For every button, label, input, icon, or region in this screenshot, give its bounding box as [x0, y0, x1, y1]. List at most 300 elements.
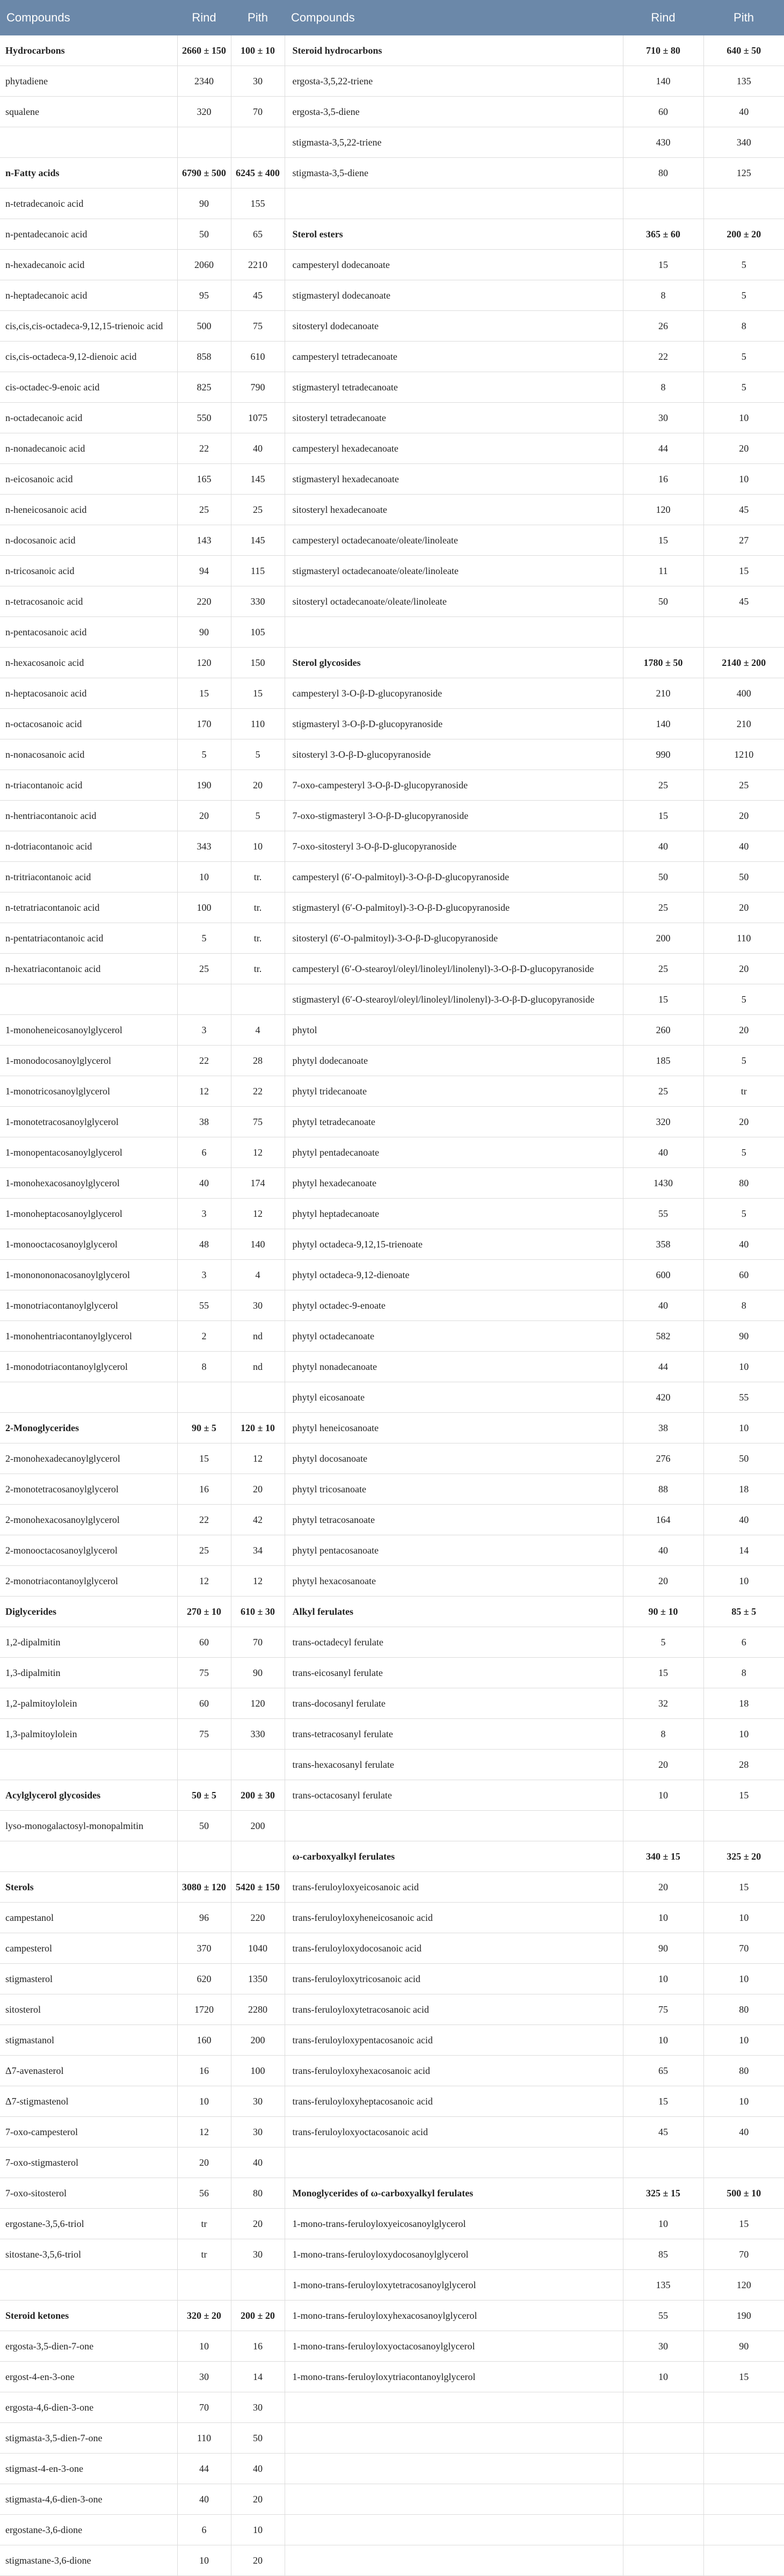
cell-rind-left: 370	[177, 1933, 231, 1964]
cell-rind-left: 30	[177, 2362, 231, 2392]
table-row	[0, 280, 784, 311]
cell-rind-right: 15	[623, 801, 703, 831]
cell-rind-right: 140	[623, 66, 703, 97]
cell-pith-left: 20	[231, 770, 285, 801]
table-row	[0, 464, 784, 495]
table-row	[0, 342, 784, 372]
cell-pith-right: 90	[703, 1321, 784, 1352]
cell-compound-right	[285, 617, 623, 648]
cell-compound-right: 7-oxo-campesteryl 3-O-β-D-glucopyranoside	[285, 770, 623, 801]
cell-pith-left: 12	[231, 1443, 285, 1474]
cell-compound-left: campesterol	[0, 1933, 177, 1964]
cell-pith-right: 45	[703, 495, 784, 525]
cell-compound-right: trans-feruloyloxyoctacosanoic acid	[285, 2117, 623, 2147]
cell-compound-right	[285, 1811, 623, 1841]
cell-pith-right: 640 ± 50	[703, 35, 784, 66]
table-row	[0, 1872, 784, 1903]
cell-pith-left: 30	[231, 1290, 285, 1321]
table-row	[0, 219, 784, 250]
cell-rind-left: 96	[177, 1903, 231, 1933]
cell-rind-right: 20	[623, 1872, 703, 1903]
cell-pith-left: 140	[231, 1229, 285, 1260]
cell-compound-left: 7-oxo-campesterol	[0, 2117, 177, 2147]
cell-rind-right: 22	[623, 342, 703, 372]
cell-pith-left: 12	[231, 1199, 285, 1229]
cell-compound-left: n-octadecanoic acid	[0, 403, 177, 433]
cell-pith-left: tr.	[231, 892, 285, 923]
cell-compound-right: trans-feruloyloxydocosanoic acid	[285, 1933, 623, 1964]
table-row	[0, 2392, 784, 2423]
cell-rind-left: 75	[177, 1719, 231, 1750]
cell-compound-left: n-triacontanoic acid	[0, 770, 177, 801]
cell-compound-right: trans-feruloyloxyeicosanoic acid	[285, 1872, 623, 1903]
cell-pith-right: 10	[703, 2086, 784, 2117]
cell-rind-left: 825	[177, 372, 231, 403]
cell-compound-left: 7-oxo-stigmasterol	[0, 2147, 177, 2178]
table-row	[0, 1811, 784, 1841]
cell-compound-left: Acylglycerol glycosides	[0, 1780, 177, 1811]
cell-rind-left: 12	[177, 1076, 231, 1107]
cell-rind-left: 220	[177, 586, 231, 617]
cell-compound-right: Steroid hydrocarbons	[285, 35, 623, 66]
cell-rind-left	[177, 984, 231, 1015]
cell-compound-left: n-nonacosanoic acid	[0, 739, 177, 770]
cell-compound-right: stigmasteryl octadecanoate/oleate/linoleate	[285, 556, 623, 586]
cell-pith-left: 110	[231, 709, 285, 739]
cell-rind-right: 50	[623, 586, 703, 617]
cell-rind-right: 55	[623, 2301, 703, 2331]
cell-rind-left: 320	[177, 97, 231, 127]
table-row	[0, 1443, 784, 1474]
cell-compound-right: phytol	[285, 1015, 623, 1046]
cell-rind-right: 1780 ± 50	[623, 648, 703, 678]
cell-rind-right: 44	[623, 1352, 703, 1382]
table-row	[0, 2484, 784, 2515]
cell-pith-right	[703, 2515, 784, 2545]
table-row	[0, 1107, 784, 1137]
cell-rind-right: 15	[623, 984, 703, 1015]
cell-rind-right: 10	[623, 2209, 703, 2239]
cell-rind-right	[623, 2515, 703, 2545]
cell-rind-right: 20	[623, 1566, 703, 1597]
cell-compound-left: 1-monopentacosanoylglycerol	[0, 1137, 177, 1168]
cell-rind-left	[177, 2270, 231, 2301]
cell-compound-left: stigmast-4-en-3-one	[0, 2454, 177, 2484]
table-row	[0, 984, 784, 1015]
cell-pith-right: 2140 ± 200	[703, 648, 784, 678]
cell-pith-right: 20	[703, 954, 784, 984]
cell-compound-left: ergosta-4,6-dien-3-one	[0, 2392, 177, 2423]
table-row	[0, 97, 784, 127]
cell-rind-right: 15	[623, 250, 703, 280]
cell-pith-left: 145	[231, 464, 285, 495]
cell-compound-left: 2-monotetracosanoylglycerol	[0, 1474, 177, 1505]
table-row	[0, 2178, 784, 2209]
cell-compound-left: 1,2-dipalmitin	[0, 1627, 177, 1658]
cell-compound-right: phytyl octadecanoate	[285, 1321, 623, 1352]
cell-compound-left: sitostane-3,5,6-triol	[0, 2239, 177, 2270]
cell-rind-left: 15	[177, 1443, 231, 1474]
table-row	[0, 648, 784, 678]
cell-rind-left: 60	[177, 1627, 231, 1658]
cell-compound-right: 1-mono-trans-feruloyloxyoctacosanoylglycerol	[285, 2331, 623, 2362]
table-row	[0, 2270, 784, 2301]
cell-compound-left: n-tricosanoic acid	[0, 556, 177, 586]
cell-compound-right: phytyl heptadecanoate	[285, 1199, 623, 1229]
cell-pith-left: tr.	[231, 862, 285, 892]
cell-compound-right: phytyl eicosanoate	[285, 1382, 623, 1413]
cell-pith-left: 45	[231, 280, 285, 311]
table-row	[0, 831, 784, 862]
cell-rind-right: 20	[623, 1750, 703, 1780]
table-row	[0, 556, 784, 586]
cell-rind-left: 2	[177, 1321, 231, 1352]
cell-pith-right: 20	[703, 1015, 784, 1046]
cell-compound-left: 2-Monoglycerides	[0, 1413, 177, 1443]
cell-pith-right: 135	[703, 66, 784, 97]
cell-pith-left: 65	[231, 219, 285, 250]
cell-rind-right: 11	[623, 556, 703, 586]
cell-compound-left: Hydrocarbons	[0, 35, 177, 66]
cell-compound-left: 1-monohexacosanoylglycerol	[0, 1168, 177, 1199]
cell-rind-right: 32	[623, 1688, 703, 1719]
cell-rind-right	[623, 2545, 703, 2576]
table-row	[0, 2086, 784, 2117]
cell-rind-left: 20	[177, 2147, 231, 2178]
cell-pith-right: 80	[703, 1168, 784, 1199]
cell-rind-left: 5	[177, 739, 231, 770]
cell-compound-left: Diglycerides	[0, 1597, 177, 1627]
cell-rind-left: 1720	[177, 1994, 231, 2025]
cell-rind-left: 5	[177, 923, 231, 954]
cell-rind-left: 190	[177, 770, 231, 801]
table-row	[0, 1688, 784, 1719]
cell-compound-left: n-Fatty acids	[0, 158, 177, 188]
cell-compound-left	[0, 1382, 177, 1413]
cell-compound-right: phytyl heneicosanoate	[285, 1413, 623, 1443]
cell-pith-right: 125	[703, 158, 784, 188]
cell-rind-left: 22	[177, 1046, 231, 1076]
table-row	[0, 2209, 784, 2239]
cell-pith-left: 4	[231, 1015, 285, 1046]
cell-pith-left: 1075	[231, 403, 285, 433]
cell-rind-left: 90	[177, 188, 231, 219]
cell-rind-right: 55	[623, 1199, 703, 1229]
table-row	[0, 311, 784, 342]
cell-rind-left: 165	[177, 464, 231, 495]
cell-compound-right: phytyl nonadecanoate	[285, 1352, 623, 1382]
cell-rind-right	[623, 2147, 703, 2178]
cell-pith-right: 18	[703, 1688, 784, 1719]
cell-compound-right: stigmasteryl (6′-O-palmitoyl)-3-O-β-D-glucopyranoside	[285, 892, 623, 923]
cell-rind-right: 320	[623, 1107, 703, 1137]
cell-compound-right: campesteryl (6′-O-stearoyl/oleyl/linoleyl/linolenyl)-3-O-β-D-glucopyranoside	[285, 954, 623, 984]
cell-rind-left: 15	[177, 678, 231, 709]
cell-pith-right: 20	[703, 892, 784, 923]
table-row	[0, 1076, 784, 1107]
cell-rind-left: 320 ± 20	[177, 2301, 231, 2331]
cell-compound-right: trans-feruloyloxytricosanoic acid	[285, 1964, 623, 1994]
cell-pith-right: 200 ± 20	[703, 219, 784, 250]
cell-pith-right: 15	[703, 1872, 784, 1903]
cell-compound-right: Monoglycerides of ω-carboxyalkyl ferulates	[285, 2178, 623, 2209]
cell-rind-left: 6790 ± 500	[177, 158, 231, 188]
table-row	[0, 801, 784, 831]
cell-rind-right: 25	[623, 954, 703, 984]
table-row	[0, 2331, 784, 2362]
cell-pith-left: 20	[231, 2545, 285, 2576]
cell-rind-left: 56	[177, 2178, 231, 2209]
cell-compound-left: n-hexadecanoic acid	[0, 250, 177, 280]
cell-pith-right: 10	[703, 464, 784, 495]
cell-compound-left: n-tetradecanoic acid	[0, 188, 177, 219]
cell-compound-left: 1-monotetracosanoylglycerol	[0, 1107, 177, 1137]
cell-compound-left: n-heneicosanoic acid	[0, 495, 177, 525]
cell-pith-right: 10	[703, 1903, 784, 1933]
cell-compound-right: campesteryl (6′-O-palmitoyl)-3-O-β-D-glucopyranoside	[285, 862, 623, 892]
cell-pith-left: 6245 ± 400	[231, 158, 285, 188]
cell-pith-right: 70	[703, 1933, 784, 1964]
cell-rind-right	[623, 188, 703, 219]
cell-pith-left: 5420 ± 150	[231, 1872, 285, 1903]
cell-compound-right	[285, 2484, 623, 2515]
cell-compound-right: phytyl hexacosanoate	[285, 1566, 623, 1597]
cell-rind-right: 40	[623, 1137, 703, 1168]
cell-pith-right: 10	[703, 1352, 784, 1382]
cell-pith-right	[703, 617, 784, 648]
cell-rind-right: 10	[623, 2362, 703, 2392]
cell-rind-left: 90	[177, 617, 231, 648]
cell-rind-left: 38	[177, 1107, 231, 1137]
cell-compound-left	[0, 1750, 177, 1780]
cell-pith-left: 2280	[231, 1994, 285, 2025]
header-pith-left: Pith	[231, 0, 285, 35]
cell-compound-left	[0, 127, 177, 158]
cell-pith-right: 20	[703, 1107, 784, 1137]
cell-rind-right: 10	[623, 2025, 703, 2056]
cell-pith-left: 40	[231, 2454, 285, 2484]
cell-compound-right: Sterol esters	[285, 219, 623, 250]
cell-rind-left: 10	[177, 2086, 231, 2117]
cell-rind-left: 10	[177, 2545, 231, 2576]
cell-compound-right: stigmasta-3,5,22-triene	[285, 127, 623, 158]
cell-compound-left: 1-monoheneicosanoylglycerol	[0, 1015, 177, 1046]
cell-compound-right	[285, 188, 623, 219]
cell-rind-left: 3080 ± 120	[177, 1872, 231, 1903]
table-row	[0, 372, 784, 403]
table-row	[0, 770, 784, 801]
table-row	[0, 1535, 784, 1566]
cell-compound-right: trans-octadecyl ferulate	[285, 1627, 623, 1658]
cell-pith-right: 40	[703, 1229, 784, 1260]
cell-pith-left: 30	[231, 66, 285, 97]
cell-rind-right: 15	[623, 525, 703, 556]
cell-rind-left: 16	[177, 2056, 231, 2086]
cell-compound-right: sitosteryl (6′-O-palmitoyl)-3-O-β-D-glucopyranoside	[285, 923, 623, 954]
table-row	[0, 2301, 784, 2331]
cell-compound-right: phytyl pentadecanoate	[285, 1137, 623, 1168]
cell-pith-right: 25	[703, 770, 784, 801]
cell-pith-left: 28	[231, 1046, 285, 1076]
cell-rind-left: 143	[177, 525, 231, 556]
cell-pith-right: 80	[703, 1994, 784, 2025]
cell-pith-left: 25	[231, 495, 285, 525]
table-row	[0, 1719, 784, 1750]
cell-pith-right	[703, 2423, 784, 2454]
cell-pith-right: 40	[703, 831, 784, 862]
cell-rind-left: 120	[177, 648, 231, 678]
cell-compound-left: cis-octadec-9-enoic acid	[0, 372, 177, 403]
table-row	[0, 1413, 784, 1443]
cell-pith-left: 330	[231, 586, 285, 617]
cell-pith-left: 10	[231, 2515, 285, 2545]
cell-compound-left: n-tetracosanoic acid	[0, 586, 177, 617]
cell-compound-right: phytyl octadeca-9,12-dienoate	[285, 1260, 623, 1290]
cell-compound-right: phytyl octadec-9-enoate	[285, 1290, 623, 1321]
cell-compound-left: 2-monohexadecanoylglycerol	[0, 1443, 177, 1474]
cell-rind-left: 270 ± 10	[177, 1597, 231, 1627]
cell-rind-left: 60	[177, 1688, 231, 1719]
cell-compound-left: stigmastane-3,6-dione	[0, 2545, 177, 2576]
cell-pith-right: 190	[703, 2301, 784, 2331]
cell-rind-right: 90	[623, 1933, 703, 1964]
table-row	[0, 709, 784, 739]
cell-compound-right: trans-eicosanyl ferulate	[285, 1658, 623, 1688]
cell-rind-right: 88	[623, 1474, 703, 1505]
cell-pith-left: 1350	[231, 1964, 285, 1994]
cell-compound-left	[0, 984, 177, 1015]
cell-compound-left: cis,cis-octadeca-9,12-dienoic acid	[0, 342, 177, 372]
cell-rind-left: 75	[177, 1658, 231, 1688]
cell-rind-right: 120	[623, 495, 703, 525]
cell-rind-right: 15	[623, 2086, 703, 2117]
cell-pith-right: 500 ± 10	[703, 2178, 784, 2209]
cell-pith-left: 20	[231, 1474, 285, 1505]
cell-pith-right: 20	[703, 433, 784, 464]
cell-compound-left: 1-monodocosanoylglycerol	[0, 1046, 177, 1076]
cell-pith-left: 790	[231, 372, 285, 403]
cell-compound-right: 1-mono-trans-feruloyloxyeicosanoylglycerol	[285, 2209, 623, 2239]
table-row	[0, 127, 784, 158]
cell-rind-left: 48	[177, 1229, 231, 1260]
cell-rind-left	[177, 1841, 231, 1872]
cell-rind-left: 550	[177, 403, 231, 433]
cell-pith-left: 80	[231, 2178, 285, 2209]
cell-pith-right: 70	[703, 2239, 784, 2270]
cell-rind-right: 25	[623, 1076, 703, 1107]
table-row	[0, 1015, 784, 1046]
cell-pith-left: 30	[231, 2117, 285, 2147]
table-row	[0, 2515, 784, 2545]
cell-pith-left: 115	[231, 556, 285, 586]
cell-pith-left: 200	[231, 2025, 285, 2056]
cell-pith-left: nd	[231, 1352, 285, 1382]
cell-rind-left: 94	[177, 556, 231, 586]
table-row	[0, 1199, 784, 1229]
cell-compound-left: n-heptadecanoic acid	[0, 280, 177, 311]
cell-pith-left: 200 ± 30	[231, 1780, 285, 1811]
cell-compound-left: stigmasta-4,6-dien-3-one	[0, 2484, 177, 2515]
cell-pith-left: nd	[231, 1321, 285, 1352]
cell-rind-right: 135	[623, 2270, 703, 2301]
cell-compound-left: 1-monooctacosanoylglycerol	[0, 1229, 177, 1260]
cell-rind-right: 600	[623, 1260, 703, 1290]
table-row	[0, 66, 784, 97]
cell-rind-right: 16	[623, 464, 703, 495]
cell-pith-right: 325 ± 20	[703, 1841, 784, 1872]
cell-rind-right: 8	[623, 280, 703, 311]
table-row	[0, 2239, 784, 2270]
cell-rind-left: 500	[177, 311, 231, 342]
cell-pith-left: 15	[231, 678, 285, 709]
cell-rind-right: 40	[623, 1535, 703, 1566]
cell-rind-right: 40	[623, 1290, 703, 1321]
cell-pith-left: 22	[231, 1076, 285, 1107]
cell-compound-left: n-tetratriacontanoic acid	[0, 892, 177, 923]
cell-compound-left: n-pentatriacontanoic acid	[0, 923, 177, 954]
cell-compound-left: n-hexatriacontanoic acid	[0, 954, 177, 984]
cell-compound-right: phytyl tetracosanoate	[285, 1505, 623, 1535]
cell-rind-left: 50	[177, 1811, 231, 1841]
cell-pith-left: 30	[231, 2086, 285, 2117]
cell-pith-right: 8	[703, 1290, 784, 1321]
cell-rind-left: 858	[177, 342, 231, 372]
cell-compound-left: ergosta-3,5-dien-7-one	[0, 2331, 177, 2362]
cell-compound-right: stigmasteryl tetradecanoate	[285, 372, 623, 403]
cell-pith-right: 8	[703, 311, 784, 342]
cell-compound-right: Sterol glycosides	[285, 648, 623, 678]
cell-rind-left: 25	[177, 1535, 231, 1566]
cell-pith-left: 200 ± 20	[231, 2301, 285, 2331]
cell-compound-left	[0, 2270, 177, 2301]
cell-pith-left: 40	[231, 433, 285, 464]
cell-pith-left: 120	[231, 1688, 285, 1719]
table-row	[0, 1352, 784, 1382]
cell-compound-right: campesteryl octadecanoate/oleate/linoleate	[285, 525, 623, 556]
cell-compound-right: ω-carboxyalkyl ferulates	[285, 1841, 623, 1872]
cell-pith-right: tr	[703, 1076, 784, 1107]
cell-compound-left: 2-monotriacontanoylglycerol	[0, 1566, 177, 1597]
table-row	[0, 1566, 784, 1597]
cell-compound-right: trans-feruloyloxyheneicosanoic acid	[285, 1903, 623, 1933]
cell-compound-left: Steroid ketones	[0, 2301, 177, 2331]
cell-compound-right: trans-feruloyloxypentacosanoic acid	[285, 2025, 623, 2056]
cell-rind-right: 340 ± 15	[623, 1841, 703, 1872]
cell-pith-right: 15	[703, 1780, 784, 1811]
cell-pith-right: 5	[703, 372, 784, 403]
cell-rind-right: 30	[623, 2331, 703, 2362]
cell-pith-right: 40	[703, 1505, 784, 1535]
table-row	[0, 35, 784, 66]
cell-rind-right	[623, 1811, 703, 1841]
cell-rind-left: 100	[177, 892, 231, 923]
table-row	[0, 739, 784, 770]
cell-compound-left: ergostane-3,5,6-triol	[0, 2209, 177, 2239]
cell-compound-left: n-docosanoic acid	[0, 525, 177, 556]
cell-rind-right: 15	[623, 1658, 703, 1688]
cell-compound-left: 2-monooctacosanoylglycerol	[0, 1535, 177, 1566]
cell-pith-left: 20	[231, 2209, 285, 2239]
table-row	[0, 923, 784, 954]
cell-compound-right: Alkyl ferulates	[285, 1597, 623, 1627]
cell-pith-right	[703, 2545, 784, 2576]
cell-pith-right: 110	[703, 923, 784, 954]
cell-compound-right: phytyl tricosanoate	[285, 1474, 623, 1505]
cell-pith-right: 14	[703, 1535, 784, 1566]
header-rind-right: Rind	[623, 0, 703, 35]
cell-rind-right: 276	[623, 1443, 703, 1474]
cell-rind-left: 10	[177, 862, 231, 892]
